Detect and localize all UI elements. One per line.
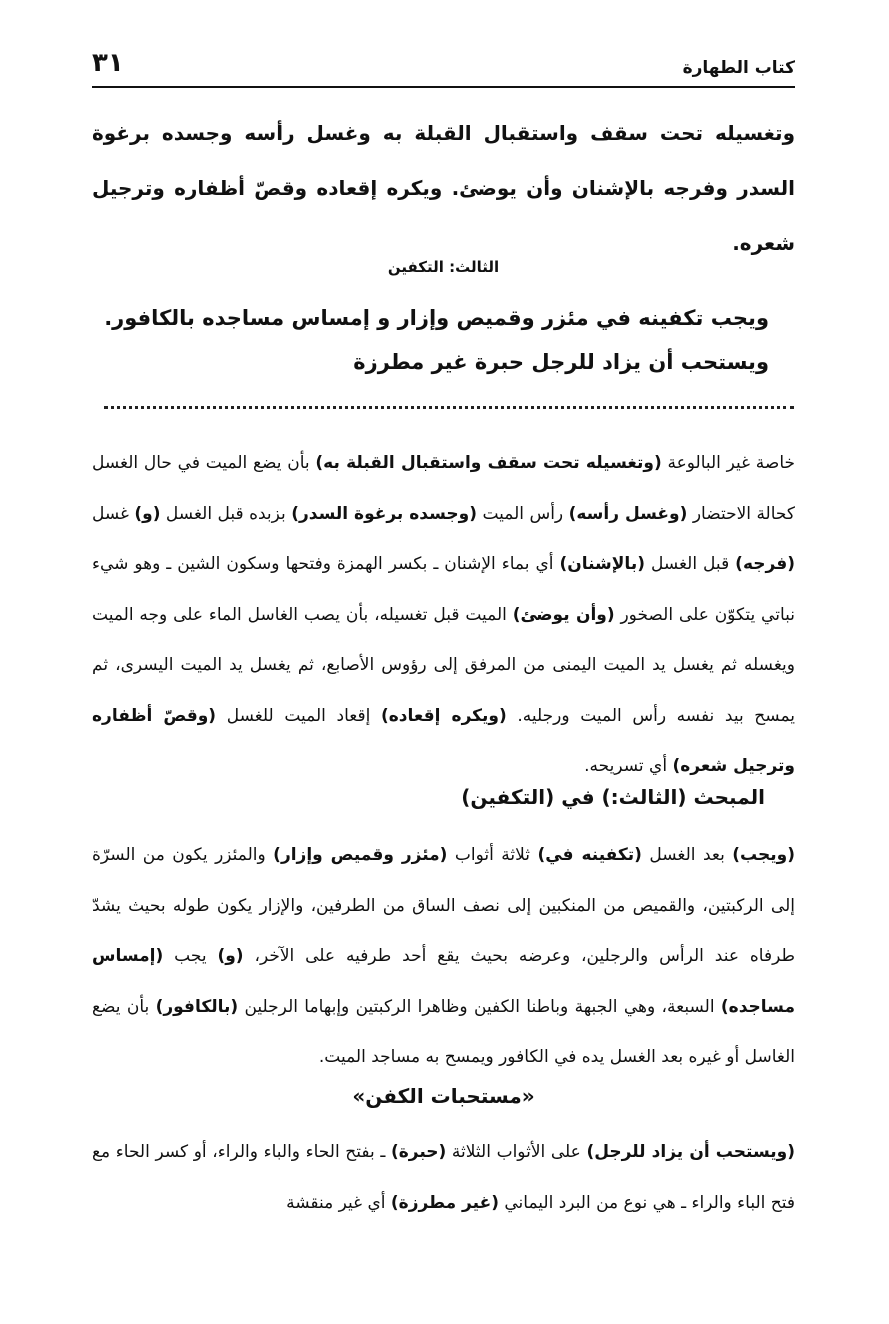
commentary-text: إقعاد الميت للغسل — [216, 705, 381, 726]
matn-quote-bold: (مئزر وقميص وإزار) — [273, 845, 448, 865]
commentary-text: والمئزر يكون من السرّة إلى الركبتين، والقميص من المنكبين إلى نصف الساق من الطرفين، والإزار يكون طوله بحيث يشدّ طرفاه عند الرأس والرجلين، وعرضه بحيث يقع أحد طرفيه على الآخر، — [92, 845, 795, 966]
commentary-text: ثلاثة أثواب — [447, 845, 538, 865]
matn-quote-bold: (وقصّ أظفاره وترجيل شعره) — [92, 705, 795, 776]
commentary-text: بأن يضع الميت في حال الغسل كحالة الاحتضار — [92, 453, 795, 524]
page-number: ٣١ — [92, 48, 124, 78]
matn-quote-bold: (تكفينه في) — [537, 845, 642, 865]
matn-quote-bold: (ويكره إقعاده) — [380, 705, 507, 726]
matn-quote-bold: (وأن يوضئ) — [512, 604, 615, 625]
commentary-text: بأن يضع الغاسل أو غيره بعد الغسل يده في الكافور ويمسح به مساجد الميت. — [92, 996, 795, 1067]
section-heading-text: المبحث (الثالث:) في (التكفين) — [461, 785, 765, 809]
commentary-text: غسل — [92, 503, 135, 524]
commentary-text: على الأثواب الثلاثة — [446, 1142, 587, 1162]
commentary-text: بعد الغسل — [641, 845, 733, 865]
matn-quote-bold: (فرجه) — [735, 554, 795, 574]
commentary-text: رأس الميت — [477, 503, 569, 524]
matn-line-2: ويستحب أن يزاد للرجل حبرة غير مطرزة — [353, 350, 769, 374]
commentary-text: أي بماء الإشنان ـ بكسر الهمزة وفتحها وسكون الشين ـ وهو شيء نباتي يتكوّن على الصخور — [92, 554, 795, 625]
matn-quote-bold: (بالكافور) — [155, 996, 239, 1017]
commentary-text: بزبده قبل الغسل — [160, 503, 292, 524]
matn-quote-bold: (ويجب) — [732, 845, 795, 865]
commentary-text: ـ بفتح الحاء والباء والراء، أو كسر الحاء مع فتح الباء والراء ـ هي نوع من البرد اليماني — [92, 1142, 795, 1213]
matn-quote-bold: (بالإشنان) — [559, 554, 645, 574]
commentary-paragraph-1 — [92, 438, 795, 792]
commentary-text: الميت قبل تغسيله، بأن يصب الغاسل الماء على وجه الميت ويغسله ثم يغسل يد الميت اليمنى من المرفق إلى رؤوس الأصابع، ثم يغسل يد الميت اليسرى، ثم يمسح بيد نفسه رأس الميت ورجليه. — [92, 604, 796, 726]
matn-quote-bold: (غير مطرزة) — [390, 1192, 499, 1213]
section-label: الثالث: التكفين — [387, 258, 500, 276]
commentary-text: أي تسريحه. — [584, 756, 673, 776]
matn-quote-bold: (و) — [217, 946, 244, 966]
book-title: كتاب الطهارة — [682, 58, 795, 78]
matn-paragraph-top: وتغسيله تحت سقف واستقبال القبلة به وغسل رأسه وجسده برغوة السدر وفرجه بالإشنان وأن يوضئ. ويكره إقعاده وقصّ أظفاره وترجيل شعره. — [92, 121, 795, 255]
commentary-text: أي غير منقشة — [286, 1192, 391, 1213]
subsection-heading: «مستحبات الكفن» — [352, 1084, 535, 1108]
matn-quote-bold: (حبرة) — [390, 1142, 447, 1162]
commentary-text: يجب — [163, 946, 218, 966]
matn-quote-bold: (و) — [134, 503, 161, 524]
commentary-text: السبعة، وهي الجبهة وباطنا الكفين وظاهرا الركبتين وإبهاما الرجلين — [238, 996, 721, 1017]
matn-quote-bold: (وغسل رأسه) — [568, 503, 688, 524]
matn-quote-bold: (ويستحب أن يزاد للرجل) — [586, 1142, 795, 1162]
commentary-paragraph-2 — [92, 830, 795, 1083]
matn-line-1: ويجب تكفينه في مئزر وقميص وإزار و إمساس مساجده بالكافور. — [104, 306, 769, 330]
dotted-separator — [104, 406, 794, 409]
page-header — [92, 44, 795, 88]
commentary-text: خاصة غير البالوعة — [661, 453, 796, 473]
matn-quote-bold: (وجسده برغوة السدر) — [291, 503, 478, 524]
section-heading — [92, 785, 795, 809]
commentary-paragraph-3 — [92, 1127, 795, 1228]
matn-quote-bold: (إمساس مساجده) — [92, 946, 795, 1017]
commentary-text: قبل الغسل — [644, 554, 736, 574]
matn-quote-bold: (وتغسيله تحت سقف واستقبال القبلة به) — [315, 453, 662, 473]
